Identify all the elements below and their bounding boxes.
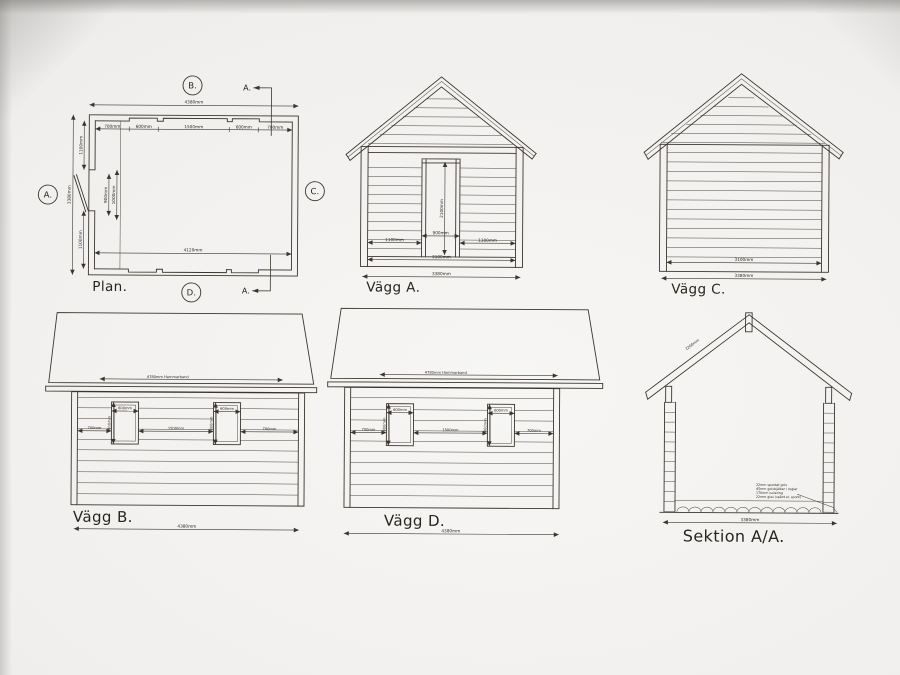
dim-label: 700mm [361, 427, 376, 432]
wall [659, 144, 829, 272]
wall [344, 387, 560, 508]
gable-siding [661, 97, 825, 143]
dim-label: 800mm [382, 417, 387, 432]
dim-label: 2100mm [438, 199, 445, 218]
vagg-c-elevation [643, 73, 843, 298]
vagg-d-label: Vägg D. [383, 511, 446, 530]
leader-line [797, 494, 837, 512]
roof-note-label: 4780mm Hammarband [146, 374, 189, 380]
roof [328, 308, 603, 388]
floor-section [660, 490, 838, 513]
dim-label: 700mm [526, 428, 541, 433]
wall-marker-c: C. [310, 187, 320, 198]
dim-label: 3380mm [431, 271, 451, 277]
plan-dimensions [66, 99, 298, 276]
dim-label: 1500mm [184, 124, 204, 130]
dim-label: 600mm [135, 123, 152, 129]
roof-rafters [646, 312, 853, 400]
dim-label: 700mm [104, 123, 121, 129]
dim-label: 600mm [118, 406, 133, 411]
section-cut-label: A. [243, 83, 252, 93]
floor-note: 22mm gles (spånt el. spont) [756, 494, 802, 500]
rafter-dim-label: 2200mm [684, 338, 701, 352]
dim-label: 1100mm [78, 135, 84, 155]
wall-studs [666, 386, 832, 403]
roof [644, 73, 844, 160]
sektion-dimensions [663, 517, 837, 524]
wall-marker-d: D. [186, 288, 196, 299]
vagg-c-dimensions [661, 256, 826, 279]
vagg-a-elevation [345, 76, 536, 296]
vagg-a-label: Vägg A. [366, 279, 421, 296]
gable-siding [368, 98, 514, 144]
sektion-label: Sektion A/A. [682, 526, 785, 547]
plan-view [38, 75, 325, 303]
section-cut-label: A. [241, 286, 250, 296]
plan-bottom-wall-inner [94, 269, 291, 273]
plan-top-wall-inner [95, 118, 292, 122]
roof-note-label: 4780mm Hammarband [424, 370, 467, 375]
dim-label: 1500mm [442, 428, 459, 433]
dim-label: 3100mm [432, 254, 451, 260]
dim-label: 1100mm [478, 237, 498, 243]
plan-door-leaf [74, 175, 89, 212]
vagg-b-elevation [45, 313, 317, 531]
dim-label: 900mm [103, 186, 109, 203]
floor-insulation [677, 507, 821, 513]
dim-label: 600mm [393, 407, 408, 412]
vagg-c-label: Vägg C. [671, 281, 726, 298]
roof [346, 76, 537, 161]
wall-section-right [823, 403, 835, 512]
wall-marker-b: B. [188, 81, 197, 92]
dim-label: 600mm [220, 406, 235, 411]
floor-note: 22mm spontat golv [756, 482, 788, 488]
dim-label: 1100mm [385, 237, 405, 243]
dim-label: 4120mm [183, 247, 203, 253]
dim-label: 4380mm [441, 528, 461, 534]
dim-label: 1500mm [167, 426, 185, 431]
dim-label: 3100mm [734, 256, 754, 263]
wall-siding [77, 397, 299, 495]
vagg-a-dimensions [362, 161, 521, 277]
dim-label: 3380mm [66, 185, 72, 205]
wall-marker-a: A. [43, 190, 53, 201]
vagg-b-label: Vägg B. [72, 507, 133, 527]
dim-label: 700mm [87, 425, 102, 431]
vagg-d-elevation [327, 308, 603, 535]
wall-siding [350, 397, 554, 496]
dim-label: 4380mm [184, 99, 204, 105]
dim-label: 900mm [432, 230, 449, 236]
wall-siding [666, 152, 822, 257]
floor-notes [756, 483, 801, 499]
dim-label: 3380mm [734, 272, 754, 279]
plan-guide-line [120, 121, 121, 269]
floor-note: 45mm golvbjälkar / reglar [756, 486, 798, 492]
dim-label: 800mm [209, 416, 214, 431]
dim-label: 4380mm [177, 523, 197, 529]
dim-label: 1100mm [77, 230, 83, 250]
floor-note: 170mm isolering [756, 490, 783, 496]
plan-view-label: Plan. [92, 278, 128, 296]
dim-label: 800mm [483, 418, 488, 433]
wall-section-left [664, 402, 676, 511]
dim-label: 600mm [494, 408, 509, 413]
dim-label: 700mm [262, 427, 277, 432]
dim-label: 800mm [107, 415, 112, 430]
sektion-view [645, 312, 852, 546]
dim-label: 3380mm [740, 517, 760, 523]
dim-label: 1000mm [111, 185, 117, 205]
dim-label: 700mm [267, 124, 284, 130]
roof [46, 313, 317, 393]
vagg-d-dimensions [344, 403, 560, 534]
dim-label: 600mm [235, 124, 252, 130]
